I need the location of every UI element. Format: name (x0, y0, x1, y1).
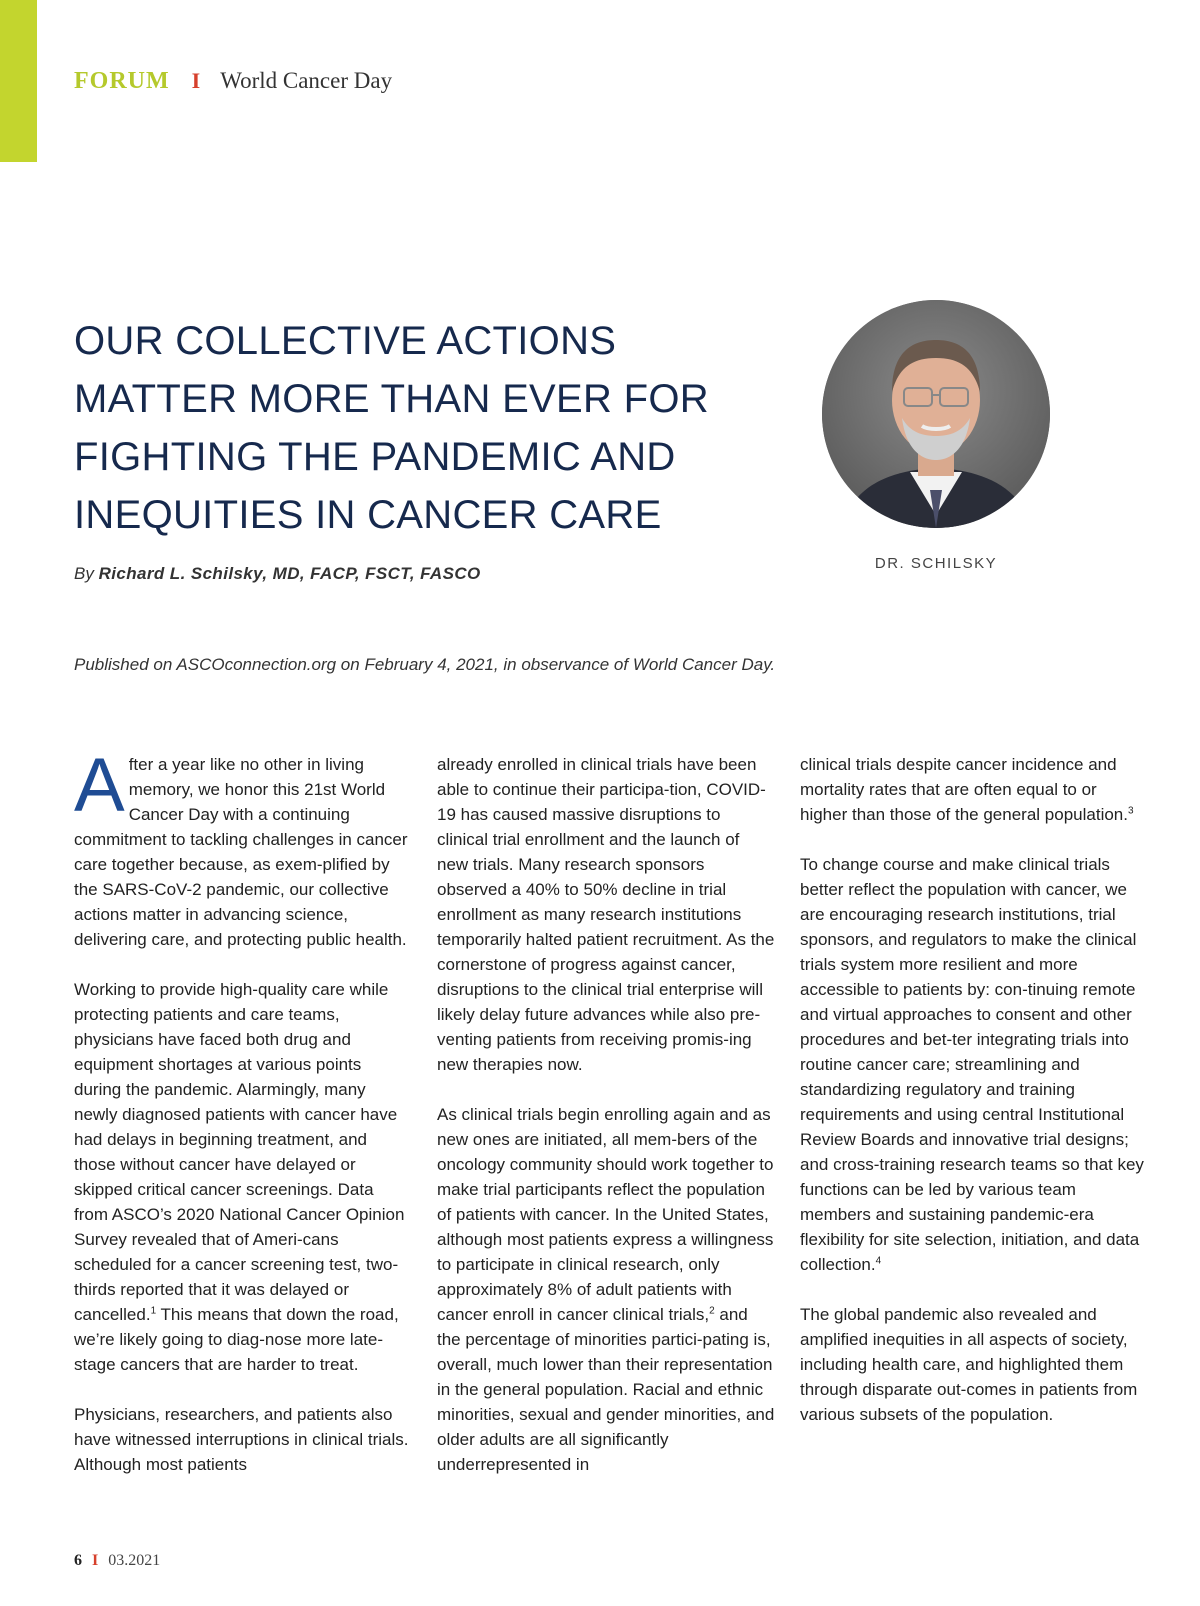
paragraph-text: This means that down the road, we’re likely going to diag-nose more late-stage cancers that are harder to treat. (74, 1305, 399, 1374)
byline (74, 564, 481, 584)
title-line: INEQUITIES IN CANCER CARE (74, 493, 662, 537)
footnote-ref: 4 (875, 1255, 882, 1267)
paragraph-text: Working to provide high-quality care while protecting patients and care teams, physicians have faced both drug and equipment shortages at various points during the pandemic. Alarmingly, many newly diagnosed patients with cancer have had delays in beginning treatment, and those without cancer have delayed or skipped critical cancer screenings. Data from ASCO’s 2020 National Cancer Opinion Survey revealed that of Ameri-cans scheduled for a cancer screening test, two-thirds reported that it was delayed or cancelled. (74, 980, 405, 1324)
byline-prefix: By (74, 564, 94, 583)
topic-label: World Cancer Day (220, 68, 393, 93)
paragraph-text: already enrolled in clinical trials have been able to continue their participa-tion, COVID-19 has caused massive disruptions to clinical trial enrollment and the launch of new trials. Many research sponsors observed a 40% to 50% decline in trial enrollment as many research institutions temporarily halted patient recruitment. As the cornerstone of progress against cancer, disruptions to the clinical trial enterprise will likely delay future advances while also pre-venting patients from receiving promis-ing new therapies now. (437, 755, 775, 1074)
author-portrait (822, 300, 1050, 528)
paragraph-text: To change course and make clinical trials better reflect the population with cancer, we are encouraging research institutions, trial sponsors, and regulators to make the clinical trials system more resilient and more accessible to patients by: con-tinuing remote and virtual approaches to consent and other procedures and bet-ter integrating trials into routine cancer care; streamlining and standardizing regulatory and training requirements and using central Institutional Review Boards and innovative trial designs; and cross-training research teams so that key functions can be led by various team members and sustaining pandemic-era flexibility for site selection, initiation, and data collection. (800, 855, 1144, 1274)
drop-cap: A (74, 743, 125, 828)
paragraph-text: fter a year like no other in living memory, we honor this 21st World Cancer Day with a continuing commitment to tackling challenges in cancer care together because, as exem-plified by the SARS-CoV-2 pandemic, our collective actions matter in advancing science, delivering care, and protecting public health. (74, 755, 408, 949)
page-footer (74, 1552, 160, 1570)
article-title (74, 312, 774, 544)
footnote-ref: 3 (1127, 805, 1134, 817)
paragraph (800, 852, 1148, 1277)
paragraph (74, 743, 412, 952)
paragraph (437, 752, 775, 1077)
title-line: OUR COLLECTIVE ACTIONS (74, 319, 617, 363)
running-header (74, 66, 392, 96)
portrait-illustration (822, 300, 1050, 528)
section-label: FORUM (74, 67, 170, 94)
paragraph (800, 752, 1148, 827)
body-column-1 (74, 743, 412, 1477)
paragraph (800, 1302, 1148, 1427)
body-column-2 (437, 752, 775, 1477)
paragraph-text: clinical trials despite cancer incidence and mortality rates that are often equal to or higher than those of the general population. (800, 755, 1128, 824)
page-number: 6 (74, 1552, 82, 1569)
paragraph-text: As clinical trials begin enrolling again and as new ones are initiated, all mem-bers of the oncology community should work together to make trial participants reflect the population of patients with cancer. In the United States, although most patients express a willingness to participate in clinical research, only approximately 8% of adult patients with cancer enroll in cancer clinical trials, (437, 1105, 774, 1324)
body-column-3 (800, 752, 1148, 1427)
paragraph-text: and the percentage of minorities partici-pating is, overall, much lower than their representation in the general population. Racial and ethnic minorities, sexual and gender minorities, and older adults are all significantly underrepresented in (437, 1305, 775, 1474)
footnote-ref: 2 (709, 1305, 715, 1317)
paragraph (437, 1102, 775, 1477)
paragraph-text: The global pandemic also revealed and amplified inequities in all aspects of society, including health care, and highlighted them through disparate out-comes in patients from various subsets of the population. (800, 1305, 1138, 1424)
footnote-ref: 1 (150, 1305, 157, 1317)
photo-caption: DR. SCHILSKY (874, 555, 998, 572)
paragraph (74, 977, 412, 1377)
title-line: MATTER MORE THAN EVER FOR (74, 377, 709, 421)
paragraph-text: Physicians, researchers, and patients also have witnessed interruptions in clinical trials. Although most patients (74, 1405, 409, 1474)
header-separator: I (191, 68, 201, 93)
published-note: Published on ASCOconnection.org on February 4, 2021, in observance of World Cancer Day. (74, 655, 776, 674)
author-name: Richard L. Schilsky, MD, FACP, FSCT, FASCO (98, 564, 481, 583)
footer-separator: I (92, 1552, 99, 1569)
paragraph (74, 1402, 412, 1477)
issue-date: 03.2021 (108, 1552, 161, 1569)
title-line: FIGHTING THE PANDEMIC AND (74, 435, 676, 479)
accent-bar (0, 0, 37, 162)
